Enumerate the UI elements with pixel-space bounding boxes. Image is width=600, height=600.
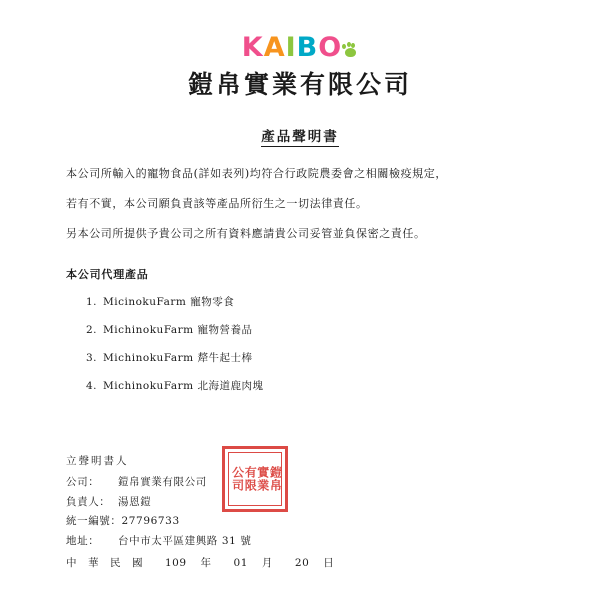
signature-heading: 立聲明書人 <box>66 455 129 467</box>
signature-taxid-label: 統一編號： <box>66 515 122 528</box>
kaibo-wordmark <box>242 34 358 61</box>
signature-company-row <box>66 473 334 492</box>
list-item <box>86 294 540 309</box>
signature-company-label: 公司： <box>66 476 100 489</box>
signature-taxid-value: 27796733 <box>121 515 180 528</box>
stamp-column-3: 有限 <box>243 466 258 492</box>
list-item <box>86 350 540 365</box>
list-item-number: 4. <box>86 380 98 393</box>
list-item <box>86 378 540 393</box>
stamp-column-1: 鎧帛 <box>268 466 283 492</box>
list-item-label: MicinokuFarm 寵物零食 <box>103 296 235 309</box>
list-item-number: 3. <box>86 352 98 365</box>
logo-letter-b: B <box>296 32 319 63</box>
section-heading: 本公司代理產品 <box>66 268 149 282</box>
company-logo <box>60 34 540 61</box>
date-year: 109 <box>165 557 187 570</box>
page-title <box>60 125 540 145</box>
list-item <box>86 322 540 337</box>
page-title-text: 產品聲明書 <box>261 129 339 145</box>
signature-company-value: 鎧帛實業有限公司 <box>118 476 207 489</box>
signature-person-value: 湯恩鎧 <box>118 495 152 508</box>
list-item-label: MichinokuFarm 北海道鹿肉塊 <box>103 380 264 393</box>
logo-letter-k: K <box>241 32 264 63</box>
company-seal-stamp <box>222 446 288 512</box>
statement-paragraph-1: 本公司所輸入的寵物食品(詳如表列)均符合行政院農委會之相關檢疫規定， <box>66 167 447 180</box>
list-item-label: MichinokuFarm 犛牛起士棒 <box>103 352 253 365</box>
signature-date-row <box>66 554 334 573</box>
logo-letter-o: O <box>318 32 343 63</box>
date-day-unit: 日 <box>323 557 335 570</box>
date-prefix: 中 華 民 國 <box>66 557 143 570</box>
signature-block <box>66 452 334 574</box>
list-item-number: 2. <box>86 324 98 337</box>
date-month: 01 <box>233 557 248 570</box>
date-year-unit: 年 <box>200 557 212 570</box>
statement-paragraph-3: 另本公司所提供予貴公司之所有資料應請貴公司妥管並負保密之責任。 <box>66 227 426 241</box>
product-list <box>60 294 540 393</box>
date-day: 20 <box>294 557 310 570</box>
signature-taxid-row <box>66 512 334 531</box>
date-month-unit: 月 <box>261 557 273 570</box>
signature-person-label: 負責人： <box>66 495 111 508</box>
company-name: 鎧帛實業有限公司 <box>187 70 412 99</box>
stamp-column-4: 公司 <box>230 466 245 492</box>
statement-paragraph-2: 若有不實，本公司願負責該等產品所衍生之一切法律責任。 <box>66 197 368 211</box>
stamp-column-2: 實業 <box>255 466 270 492</box>
list-item-label: MichinokuFarm 寵物營養品 <box>103 324 253 337</box>
logo-letter-i: I <box>285 32 297 63</box>
list-item-number: 1. <box>86 296 98 309</box>
paw-icon <box>342 40 358 58</box>
signature-address-label: 地址： <box>66 534 100 547</box>
signature-person-row <box>66 493 334 512</box>
signature-address-value: 台中市太平區建興路 31 號 <box>118 534 252 547</box>
logo-letter-a: A <box>263 32 286 63</box>
signature-address-row <box>66 532 334 551</box>
